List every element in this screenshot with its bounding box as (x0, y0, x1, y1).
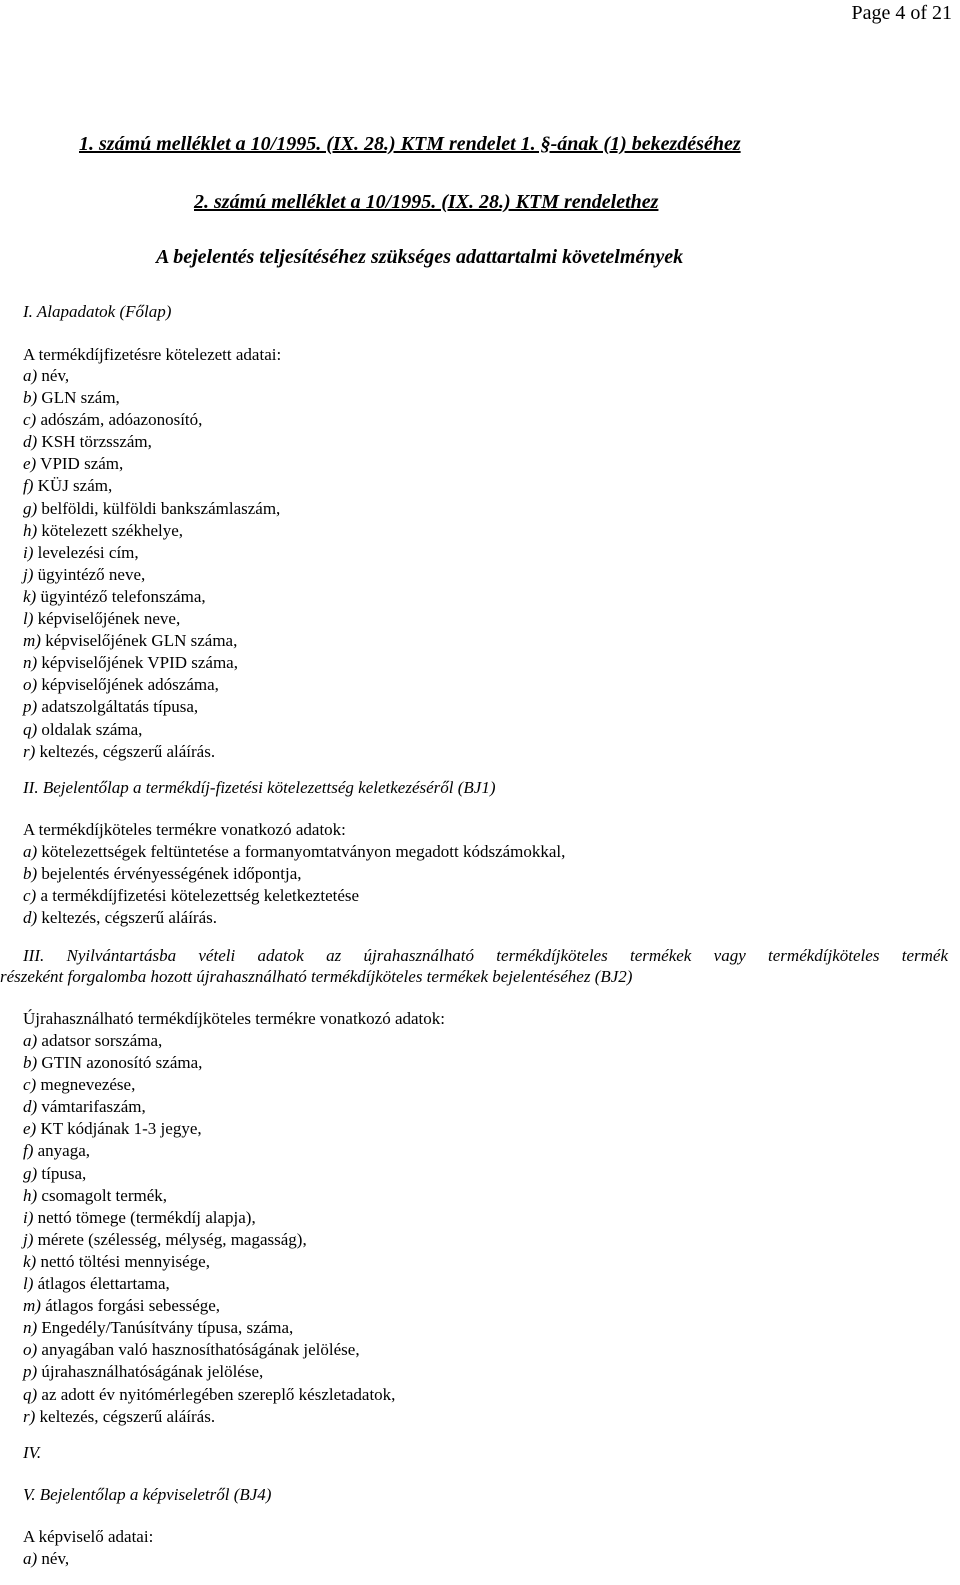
list-item-letter: a) (23, 842, 38, 861)
list-item-text: nettó töltési mennyisége, (36, 1251, 210, 1271)
list-item-text: csomagolt termék, (37, 1185, 167, 1205)
list-item (23, 387, 280, 409)
list-item-letter: c) (23, 1075, 37, 1095)
list-item-letter: p) (23, 697, 38, 717)
list-item-text: a termékdíjfizetési kötelezettség keletkeztetése (36, 886, 360, 906)
list-item-text: keltezés, cégszerű aláírás. (35, 741, 216, 761)
list-item-letter: n) (23, 653, 38, 673)
list-item (23, 542, 280, 564)
list-item (23, 475, 280, 497)
list-item (23, 1317, 395, 1339)
list-item (23, 586, 280, 608)
list-item-text: kötelezett székhelye, (37, 520, 184, 540)
list-item-letter: i) (23, 542, 34, 562)
list-item-text: KÜJ szám, (33, 476, 113, 496)
list-item-letter: j) (23, 564, 34, 584)
page-number: Page 4 of 21 (851, 2, 952, 24)
section-3-intro: Újrahasználható termékdíjköteles termékre vonatkozó adatok: (23, 1009, 446, 1028)
list-item-letter: m) (23, 1296, 41, 1316)
section-3-list (23, 1030, 395, 1428)
list-item-letter: o) (23, 1340, 38, 1360)
list-item-letter: d) (23, 432, 38, 452)
list-item-letter: b) (23, 1053, 38, 1073)
section-3-title-line1: III. Nyilvántartásba vételi adatok az újrahasználható termékdíjköteles termékek vagy termékdíjköteles termék (23, 946, 948, 965)
list-item-letter: b) (23, 864, 38, 884)
list-item (23, 1052, 395, 1074)
list-item-letter: a) (23, 1549, 38, 1568)
list-item-text: képviselőjének neve, (33, 609, 181, 629)
list-item-letter: h) (23, 1185, 38, 1205)
list-item-text: név, (37, 1549, 70, 1568)
list-item (23, 1140, 395, 1162)
list-item (23, 885, 565, 907)
list-item (23, 1096, 395, 1118)
list-item (23, 696, 280, 718)
list-item-letter: q) (23, 1384, 38, 1404)
list-item-text: adatszolgáltatás típusa, (37, 697, 199, 717)
list-item (23, 1030, 395, 1052)
section-1-list (23, 365, 280, 763)
list-item-letter: d) (23, 1097, 38, 1117)
list-item-text: GTIN azonosító száma, (37, 1053, 203, 1073)
list-item-letter: e) (23, 454, 37, 474)
list-item (23, 1361, 395, 1383)
list-item-letter: l) (23, 1274, 34, 1294)
list-item (23, 841, 565, 863)
list-item-letter: b) (23, 388, 38, 408)
list-item-text: átlagos forgási sebessége, (40, 1296, 221, 1316)
list-item-text: kötelezettségek feltüntetése a formanyomtatványon megadott kódszámokkal, (37, 842, 566, 861)
list-item-letter: m) (23, 631, 41, 651)
list-item-text: újrahasználhatóságának jelölése, (37, 1362, 264, 1382)
list-item-letter: k) (23, 1251, 37, 1271)
list-item-letter: k) (23, 586, 37, 606)
list-item-text: mérete (szélesség, mélység, magasság), (33, 1229, 307, 1249)
list-item-letter: l) (23, 609, 34, 629)
list-item (23, 1384, 395, 1406)
section-4-title: IV. (23, 1443, 42, 1462)
list-item (23, 1229, 395, 1251)
list-item-text: képviselőjének adószáma, (37, 675, 219, 695)
list-item (23, 453, 280, 475)
list-item-letter: r) (23, 1406, 36, 1426)
list-item (23, 365, 280, 387)
list-item-letter: e) (23, 1119, 37, 1139)
list-item-letter: a) (23, 1031, 38, 1050)
list-item-letter: d) (23, 908, 38, 928)
list-item-text: ügyintéző telefonszáma, (36, 586, 206, 606)
list-item (23, 1406, 395, 1428)
list-item-text: anyagában való hasznosíthatóságának jelölése, (37, 1340, 360, 1360)
list-item-text: keltezés, cégszerű aláírás. (37, 908, 217, 928)
list-item (23, 1251, 395, 1273)
list-item (23, 719, 280, 741)
list-item-text: GLN szám, (37, 388, 120, 408)
list-item-text: KSH törzsszám, (37, 432, 152, 452)
list-item (23, 520, 280, 542)
annex-heading-1: 1. számú melléklet a 10/1995. (IX. 28.) KTM rendelet 1. §-ának (1) bekezdéséhez (79, 133, 741, 155)
section-5-list (23, 1548, 69, 1570)
list-item-letter: g) (23, 498, 38, 518)
list-item-text: képviselőjének VPID száma, (37, 653, 238, 673)
list-item (23, 1273, 395, 1295)
list-item-text: VPID szám, (36, 454, 124, 474)
list-item-letter: p) (23, 1362, 38, 1382)
list-item (23, 1339, 395, 1361)
list-item-letter: a) (23, 366, 38, 385)
list-item (23, 608, 280, 630)
list-item-letter: q) (23, 719, 38, 739)
list-item-text: ügyintéző neve, (33, 564, 146, 584)
list-item-letter: o) (23, 675, 38, 695)
list-item (23, 907, 565, 929)
list-item-text: keltezés, cégszerű aláírás. (35, 1406, 216, 1426)
requirements-heading: A bejelentés teljesítéséhez szükséges adattartalmi követelmények (156, 246, 684, 268)
section-2-title: II. Bejelentőlap a termékdíj-fizetési kötelezettség keletkezéséről (BJ1) (23, 778, 496, 797)
list-item-text: nettó tömege (termékdíj alapja), (33, 1207, 256, 1227)
list-item (23, 431, 280, 453)
section-1-title: I. Alapadatok (Főlap) (23, 302, 172, 321)
list-item-letter: c) (23, 886, 37, 906)
list-item (23, 1074, 395, 1096)
section-2-list (23, 841, 565, 929)
list-item-text: KT kódjának 1-3 jegye, (36, 1119, 202, 1139)
list-item-letter: j) (23, 1229, 34, 1249)
list-item-letter: f) (23, 1141, 34, 1161)
list-item (23, 741, 280, 763)
list-item (23, 564, 280, 586)
list-item (23, 674, 280, 696)
list-item (23, 1185, 395, 1207)
list-item-letter: n) (23, 1318, 38, 1338)
list-item-text: Engedély/Tanúsítvány típusa, száma, (37, 1318, 294, 1338)
list-item-text: levelezési cím, (33, 542, 139, 562)
list-item (23, 1295, 395, 1317)
list-item-letter: h) (23, 520, 38, 540)
section-5-title: V. Bejelentőlap a képviseletről (BJ4) (23, 1485, 272, 1504)
list-item-text: adószám, adóazonosító, (36, 410, 203, 430)
list-item-text: típusa, (37, 1163, 87, 1183)
section-1-intro: A termékdíjfizetésre kötelezett adatai: (23, 345, 282, 364)
list-item-letter: g) (23, 1163, 38, 1183)
list-item (23, 1548, 69, 1570)
list-item (23, 863, 565, 885)
annex-heading-2: 2. számú melléklet a 10/1995. (IX. 28.) KTM rendelethez (194, 191, 659, 213)
list-item (23, 630, 280, 652)
list-item (23, 1118, 395, 1140)
list-item-letter: i) (23, 1207, 34, 1227)
list-item-text: megnevezése, (36, 1075, 136, 1095)
list-item-letter: r) (23, 741, 36, 761)
list-item (23, 652, 280, 674)
section-3-title-line2: részeként forgalomba hozott újrahasználható termékdíjköteles termékek bejelentéséhez (BJ2) (0, 967, 633, 986)
list-item (23, 1163, 395, 1185)
list-item-text: belföldi, külföldi bankszámlaszám, (37, 498, 281, 518)
list-item-text: az adott év nyitómérlegében szereplő készletadatok, (37, 1384, 396, 1404)
list-item-text: képviselőjének GLN száma, (40, 631, 238, 651)
list-item-text: adatsor sorszáma, (37, 1031, 163, 1050)
section-5-intro: A képviselő adatai: (23, 1527, 154, 1546)
list-item-letter: f) (23, 476, 34, 496)
list-item-text: vámtarifaszám, (37, 1097, 146, 1117)
section-3-title (0, 945, 948, 987)
list-item-text: név, (37, 366, 70, 385)
list-item (23, 498, 280, 520)
list-item-text: bejelentés érvényességének időpontja, (37, 864, 302, 884)
list-item-text: átlagos élettartama, (33, 1274, 170, 1294)
list-item-letter: c) (23, 410, 37, 430)
list-item (23, 1207, 395, 1229)
list-item (23, 409, 280, 431)
section-2-intro: A termékdíjköteles termékre vonatkozó adatok: (23, 820, 346, 839)
list-item-text: anyaga, (33, 1141, 91, 1161)
list-item-text: oldalak száma, (37, 719, 143, 739)
